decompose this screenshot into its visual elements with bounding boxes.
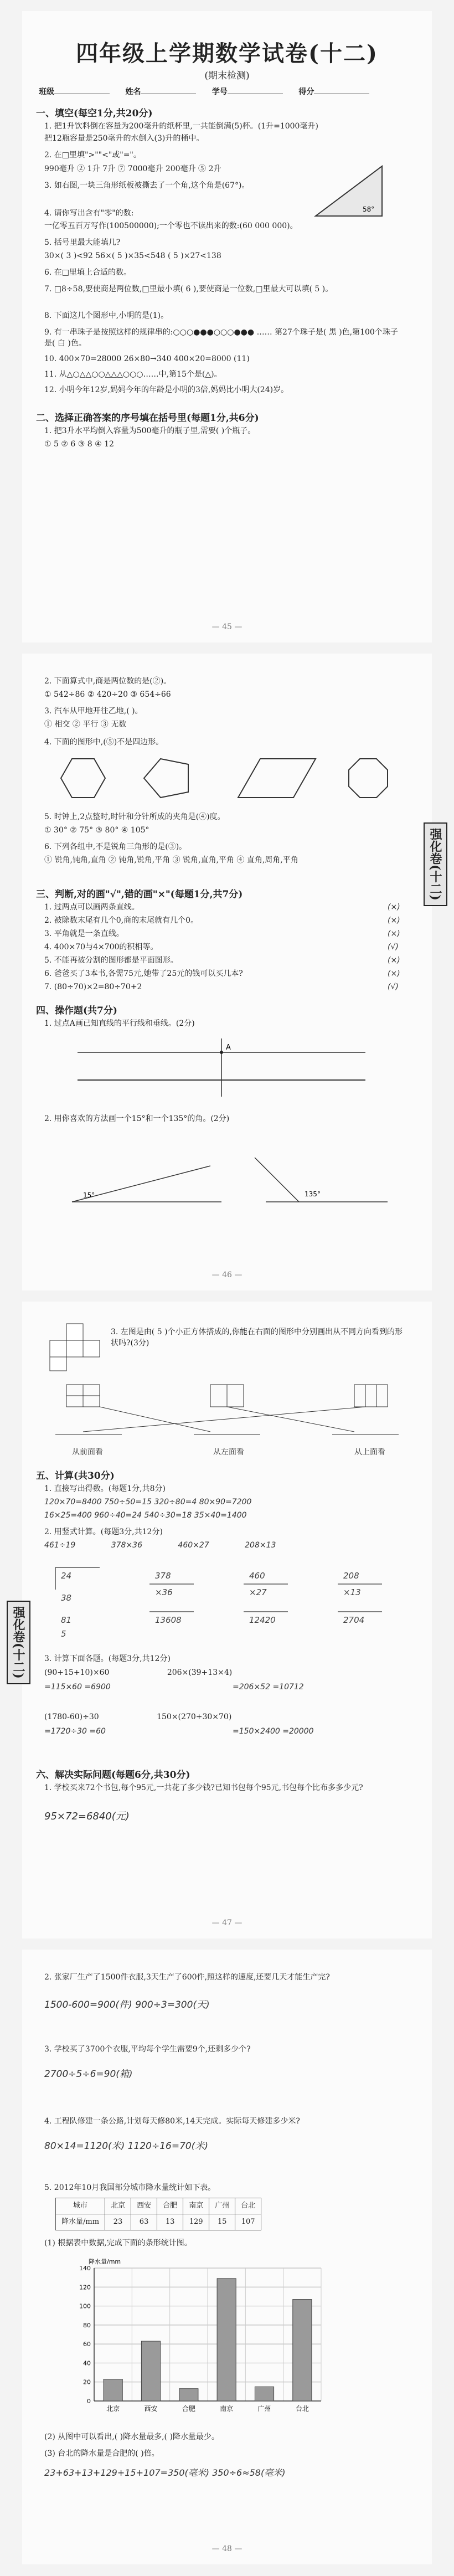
question-1-4: 4. 请你写出含有"零"的数: — [44, 209, 134, 218]
page-number: — 47 — — [211, 1919, 243, 1927]
problem-4: 4. 工程队修建一条公路,计划每天修80米,14天完成。实际每天修建多少米? — [44, 2117, 300, 2126]
bar-1 — [104, 2379, 122, 2401]
operation-2: 2. 用你喜欢的方法画一个15°和一个135°的角。(2分) — [44, 1114, 230, 1123]
exam-page-4 — [22, 1950, 432, 2564]
svg-text:208: 208 — [343, 1571, 359, 1581]
svg-text:2704: 2704 — [343, 1615, 365, 1625]
page-number: — 45 — — [211, 623, 243, 631]
question-1-6: 6. 在□里填上合适的数。 — [44, 268, 132, 277]
svg-text:×13: ×13 — [343, 1587, 361, 1597]
problem-1: 1. 学校买来72个书包,每个95元,一共花了多少钱?已知书包每个95元,书包每个比布多多少元? — [44, 1783, 363, 1792]
svg-text:×36: ×36 — [155, 1587, 173, 1597]
judge-mark-6: (×) — [388, 969, 400, 978]
y-tick-label: 60 — [83, 2341, 91, 2348]
section-1-heading: 一、填空(每空1分,共20分) — [36, 108, 153, 119]
exam-subtitle: (期末检测) — [204, 70, 250, 81]
table-head: 台北 — [235, 2198, 261, 2214]
calc-1-row-b: 16×25=400 960÷40=24 540÷30=18 35×40=1400 — [44, 1511, 247, 1520]
calc-3-answer-d: =150×2400 =20000 — [233, 1727, 314, 1736]
calc-1-row-a: 120×70=8400 750÷50=15 320÷80=4 80×90=7200 — [44, 1498, 252, 1506]
question-1-7: 7. □8÷58,要使商是两位数,□里最小填( 6 ),要使商是一位数,□里最大可以填( 5 )。 — [44, 285, 333, 294]
rainfall-table-wrap — [55, 2198, 261, 2230]
operation-1: 1. 过点A画已知直线的平行线和垂线。(2分) — [44, 1019, 195, 1028]
score-label: 得分 — [298, 88, 314, 96]
x-tick-label: 北京 — [106, 2405, 120, 2413]
question-2-2: 2. 下面算式中,商是两位数的是(②)。 — [44, 677, 172, 686]
question-2-6-options: ① 锐角,钝角,直角 ② 钝角,锐角,平角 ③ 锐角,直角,平角 ④ 直角,周角,平角 — [44, 856, 298, 865]
question-2-4: 4. 下面的图形中,(⑤)不是四边形。 — [44, 738, 164, 747]
section-tab-left: 强化卷(十二) — [7, 1601, 30, 1684]
y-tick-label: 120 — [79, 2284, 91, 2291]
problem-5-q2: (2) 从图中可以看出,( )降水量最多,( )降水量最少。 — [44, 2433, 219, 2441]
section-6-heading: 六、解决实际问题(每题6分,共30分) — [36, 1770, 190, 1781]
judge-2: 2. 被除数末尾有几个0,商的末尾就有几个0。 — [44, 916, 199, 925]
x-tick-label: 西安 — [144, 2405, 158, 2413]
exam-title: 四年级上学期数学试卷(十二) — [76, 40, 378, 66]
rainfall-table — [55, 2198, 261, 2230]
judge-mark-5: (×) — [388, 956, 400, 965]
svg-text:135°: 135° — [305, 1190, 321, 1198]
calc-3-answer-c: =1720÷30 =60 — [44, 1727, 106, 1736]
exam-page-3 — [22, 1302, 432, 1939]
problem-5-q3: (3) 台北的降水量是合肥的( )倍。 — [44, 2449, 159, 2458]
question-1-2a: 990毫升 ② 1升 7升 ⑦ 7000毫升 200毫升 ⑤ 2升 — [44, 164, 221, 173]
table-head: 广州 — [209, 2198, 235, 2214]
question-1-10: 10. 400×70=28000 26×80→340 400×20=8000 (11) — [44, 354, 250, 363]
svg-text:15°: 15° — [83, 1191, 95, 1199]
question-1-2: 2. 在□里填">""<"或"="。 — [44, 151, 141, 160]
x-tick-label: 广州 — [257, 2405, 271, 2413]
svg-text:5: 5 — [61, 1629, 66, 1639]
svg-text:38: 38 — [61, 1593, 72, 1603]
svg-text:13608: 13608 — [155, 1615, 182, 1625]
judge-mark-3: (×) — [388, 929, 400, 938]
cube-stack-figure — [44, 1318, 105, 1374]
table-head: 合肥 — [157, 2198, 183, 2214]
section-5-heading: 五、计算(共30分) — [36, 1470, 115, 1482]
question-2-3: 3. 汽车从甲地开往乙地,( )。 — [44, 707, 143, 716]
problem-1-answer: 95×72=6840(元) — [44, 1811, 130, 1822]
page-number: — 46 — — [211, 1271, 243, 1279]
problem-4-answer: 80×14=1120(米) 1120÷16=70(米) — [44, 2141, 208, 2152]
bar-3 — [179, 2389, 198, 2401]
student-info-row — [39, 86, 383, 97]
question-1-8: 8. 下面这几个图形中,小明的是(1)。 — [44, 311, 169, 320]
y-axis-label: 降水量/mm — [89, 2258, 121, 2265]
bar-2 — [141, 2341, 160, 2401]
question-1-5: 5. 括号里最大能填几? — [44, 238, 121, 247]
vertical-calc-work — [44, 1556, 410, 1645]
problem-2-answer: 1500-600=900(件) 900÷3=300(天) — [44, 1999, 210, 2011]
question-1-1: 1. 把1升饮料倒在容量为200毫升的纸杯里,一共能倒满(5)杯。(1升=1000毫升) — [44, 122, 318, 131]
name-label: 姓名 — [125, 88, 141, 96]
table-cell: 13 — [157, 2214, 183, 2230]
svg-text:58°: 58° — [363, 205, 375, 213]
id-label: 学号 — [211, 88, 228, 96]
operation-3: 3. 左图是由( 5 )个小正方体搭成的,你能在右面的图形中分别画出从不同方向看到的形状吗?(3分) — [111, 1328, 403, 1348]
svg-text:24: 24 — [61, 1571, 72, 1581]
table-cell: 23 — [105, 2214, 131, 2230]
question-2-1: 1. 把3升水平均倒入容量为500毫升的瓶子里,需要( )个瓶子。 — [44, 426, 256, 435]
svg-text:81: 81 — [61, 1615, 72, 1625]
y-tick-label: 80 — [83, 2321, 91, 2329]
bar-6 — [293, 2300, 312, 2401]
problem-3-answer: 2700÷5÷6=90(箱) — [44, 2069, 133, 2080]
exam-page-2 — [22, 654, 432, 1290]
question-2-5-options: ① 30° ② 75° ③ 80° ④ 105° — [44, 826, 149, 835]
torn-triangle-figure — [310, 161, 388, 222]
class-label: 班级 — [39, 88, 54, 96]
calc-3-answer-a: =115×60 =6900 — [44, 1683, 111, 1691]
angle-drawing-figure — [55, 1135, 399, 1213]
parallel-perpendicular-figure — [66, 1036, 376, 1102]
table-cell: 107 — [235, 2214, 261, 2230]
shape-options-figure — [50, 753, 404, 803]
y-tick-label: 40 — [83, 2359, 91, 2367]
bar-4 — [217, 2279, 236, 2401]
table-cell: 129 — [183, 2214, 209, 2230]
question-2-2-options: ① 542÷86 ② 420÷20 ③ 654÷66 — [44, 690, 171, 699]
section-3-heading: 三、判断,对的画"√",错的画"×"(每题1分,共7分) — [36, 889, 243, 900]
question-1-3: 3. 如右图,一块三角形纸板被撕去了一个角,这个角是(67°)。 — [44, 181, 250, 190]
view-label-left: 从左面看 — [213, 1448, 244, 1457]
y-tick-label: 20 — [83, 2378, 91, 2386]
judge-5: 5. 不能再被分割的图形都是平面图形。 — [44, 956, 178, 965]
judge-mark-2: (×) — [388, 916, 400, 925]
section-tab-right: 强化卷(十二) — [424, 822, 447, 906]
question-2-6: 6. 下列各组中,不是锐角三角形的是(③)。 — [44, 842, 187, 851]
svg-text:×27: ×27 — [249, 1587, 267, 1597]
question-2-1-options: ① 5 ② 6 ③ 8 ④ 12 — [44, 440, 114, 449]
judge-7: 7. (80÷70)×2=80÷70+2 — [44, 983, 142, 991]
question-1-12: 12. 小明今年12岁,妈妈今年的年龄是小明的3倍,妈妈比小明大(24)岁。 — [44, 385, 289, 394]
svg-text:12420: 12420 — [249, 1615, 276, 1625]
section-4-heading: 四、操作题(共7分) — [36, 1005, 117, 1016]
view-label-front: 从前面看 — [72, 1448, 103, 1457]
question-2-3-options: ① 相交 ② 平行 ③ 无数 — [44, 720, 127, 729]
table-row-label: 降水量/mm — [56, 2214, 105, 2230]
calc-3-row-b: (1780-60)÷30 150×(270+30×70) — [44, 1713, 232, 1721]
judge-3: 3. 平角就是一条直线。 — [44, 929, 124, 938]
problem-5: 5. 2012年10月我国部分城市降水量统计如下表。 — [44, 2183, 216, 2192]
question-1-4a: 一亿零五百万写作(100500000);一个零也不读出来的数:(60 000 000)。 — [44, 222, 298, 230]
svg-text:A: A — [226, 1043, 231, 1052]
calc-2: 2. 用竖式计算。(每题3分,共12分) — [44, 1528, 163, 1536]
svg-text:378: 378 — [155, 1571, 171, 1581]
y-tick-label: 0 — [87, 2398, 91, 2405]
x-tick-label: 台北 — [295, 2405, 309, 2413]
question-1-5a: 30×( 3 )<92 56×( 5 )×35<548 ( 5 )×27<138 — [44, 251, 221, 260]
x-tick-label: 南京 — [220, 2405, 234, 2413]
table-head-city: 城市 — [56, 2198, 105, 2214]
calc-3-answer-b: =206×52 =10712 — [233, 1683, 304, 1691]
table-cell: 63 — [131, 2214, 157, 2230]
calc-1: 1. 直接写出得数。(每题1分,共8分) — [44, 1484, 166, 1493]
y-tick-label: 100 — [79, 2302, 91, 2310]
calc-3: 3. 计算下面各题。(每题3分,共12分) — [44, 1654, 171, 1663]
table-cell: 15 — [209, 2214, 235, 2230]
table-head: 西安 — [131, 2198, 157, 2214]
table-head: 北京 — [105, 2198, 131, 2214]
judge-mark-7: (√) — [388, 983, 399, 991]
page-number: — 48 — — [211, 2544, 243, 2553]
judge-mark-1: (×) — [388, 903, 400, 912]
section-2-heading: 二、选择正确答案的序号填在括号里(每题1分,共6分) — [36, 413, 259, 424]
question-2-5: 5. 时钟上,2点整时,时针和分针所成的夹角是(④)度。 — [44, 813, 225, 821]
problem-3: 3. 学校买了3700个衣服,平均每个学生需要9个,还剩多少个? — [44, 2045, 251, 2054]
view-label-top: 从上面看 — [354, 1448, 385, 1457]
judge-mark-4: (√) — [388, 943, 399, 952]
judge-1: 1. 过两点可以画两条直线。 — [44, 903, 140, 912]
calc-3-row-a: (90+15+10)×60 206×(39+13×4) — [44, 1668, 233, 1677]
problem-2: 2. 张家厂生产了1500件衣服,3天生产了600件,照这样的速度,还要几天才能生产完? — [44, 1973, 330, 1982]
bar-5 — [255, 2387, 274, 2401]
problem-5-q1: (1) 根据表中数据,完成下面的条形统计图。 — [44, 2239, 192, 2248]
view-matching-figure — [55, 1379, 399, 1446]
question-1-1b: 把12瓶容量是250毫升的水倒入(3)升的桶中。 — [44, 134, 204, 143]
judge-6: 6. 爸爸买了3本书,各需75元,她带了25元的钱可以买几本? — [44, 969, 243, 978]
x-tick-label: 合肥 — [182, 2405, 195, 2413]
table-head: 南京 — [183, 2198, 209, 2214]
calc-2-problems: 461÷19 378×36 460×27 208×13 — [44, 1541, 276, 1550]
judge-4: 4. 400×70与4×700的积相等。 — [44, 943, 158, 952]
question-1-9: 9. 有一串珠子是按照这样的规律串的:○○○●●●○○○●●● …… 第27个珠子是( 黑 )色,第100个珠子是( 白 )色。 — [44, 328, 398, 348]
problem-5-answer: 23+63+13+129+15+107=350(毫米) 350÷6≈58(毫米) — [44, 2467, 286, 2478]
exam-page-1 — [22, 11, 432, 642]
rainfall-bar-chart — [66, 2254, 332, 2420]
question-1-11: 11. 从△○△△○○△△△○○○……中,第15个是(△)。 — [44, 370, 222, 379]
svg-text:460: 460 — [249, 1571, 265, 1581]
y-tick-label: 140 — [79, 2265, 91, 2272]
